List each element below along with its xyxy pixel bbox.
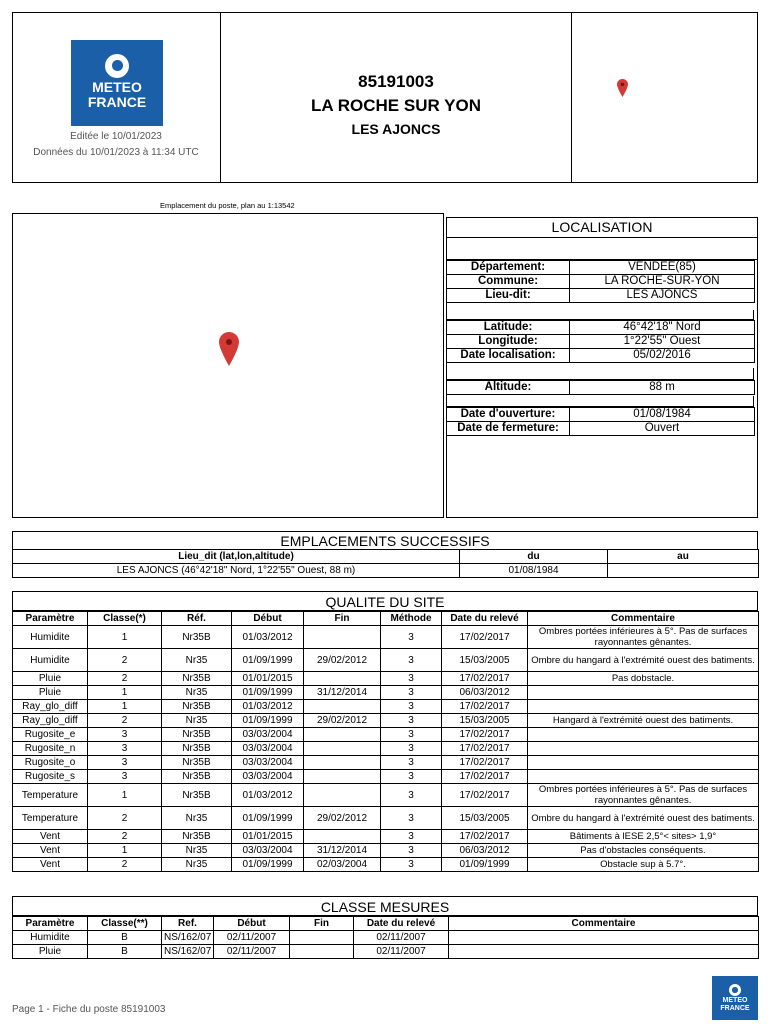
cell-ref: Nr35B (162, 672, 232, 686)
loc-key: Longitude: (447, 335, 570, 349)
cell-classe: 2 (88, 649, 162, 672)
cell-debut: 01/09/1999 (232, 858, 304, 872)
cell-ref: Nr35 (162, 686, 232, 700)
cell-date-releve: 17/02/2017 (442, 672, 528, 686)
loc-row (447, 261, 755, 275)
loc-value: Ouvert (570, 422, 755, 436)
cell-debut: 03/03/2004 (232, 756, 304, 770)
cell-classe: 3 (88, 770, 162, 784)
footer-logo-text-line2: FRANCE (720, 1005, 750, 1012)
cell-commentaire: Bâtiments à lESE 2,5°< sites> 1,9° (528, 830, 759, 844)
map-caption: Emplacement du poste, plan au 1:13542 (160, 201, 295, 210)
table-row (13, 728, 759, 742)
table-row (13, 649, 759, 672)
loc-key: Commune: (447, 275, 570, 289)
cell-parametre: Humidite (13, 626, 88, 649)
table-row (13, 626, 759, 649)
table-row (13, 807, 759, 830)
cell-debut: 01/03/2012 (232, 784, 304, 807)
table-row (13, 756, 759, 770)
col-header-debut: Début (232, 612, 304, 626)
cell-parametre: Rugosite_o (13, 756, 88, 770)
footer-logo-circle-icon (729, 984, 741, 996)
emplacements-table (12, 549, 759, 578)
cell-commentaire (449, 931, 759, 945)
table-row (13, 844, 759, 858)
cell-classe: 3 (88, 742, 162, 756)
station-name: LA ROCHE SUR YON (310, 96, 482, 115)
cell-debut: 02/11/2007 (214, 931, 290, 945)
cell-ref: Nr35B (162, 830, 232, 844)
cell-parametre: Vent (13, 858, 88, 872)
cell-debut: 01/09/1999 (232, 649, 304, 672)
col-header-lieu-dit: Lieu_dit (lat,lon,altitude) (13, 550, 460, 564)
edited-date: Editée le 10/01/2023 (70, 131, 162, 142)
cell-debut: 01/09/1999 (232, 686, 304, 700)
emplacements-header-row (13, 550, 759, 564)
cell-methode: 3 (381, 626, 442, 649)
cell-methode: 3 (381, 784, 442, 807)
station-site: LES AJONCS (351, 121, 441, 137)
footer-logo-text-line1: METEO (722, 997, 748, 1004)
cell-ref: NS/162/07 (162, 931, 214, 945)
cell-ref: Nr35 (162, 714, 232, 728)
cell-ref: Nr35 (162, 844, 232, 858)
header-divider-right (571, 12, 572, 183)
cell-fin: 31/12/2014 (304, 686, 381, 700)
cell-fin (290, 945, 354, 959)
col-header-date-releve: Date du relevé (354, 917, 449, 931)
cell-ref: Nr35B (162, 728, 232, 742)
qualite-header-row (13, 612, 759, 626)
cell-parametre: Vent (13, 830, 88, 844)
cell-debut: 01/01/2015 (232, 672, 304, 686)
col-header-au: au (608, 550, 759, 564)
cell-date-releve: 17/02/2017 (442, 830, 528, 844)
cell-classe: 1 (88, 844, 162, 858)
cell-commentaire (528, 742, 759, 756)
cell-fin (304, 700, 381, 714)
cell-classe: 1 (88, 686, 162, 700)
loc-row (447, 289, 755, 303)
cell-fin (290, 931, 354, 945)
cell-methode: 3 (381, 830, 442, 844)
cell-classe: 2 (88, 858, 162, 872)
cell-fin (304, 742, 381, 756)
cell-du: 01/08/1984 (460, 564, 608, 578)
cell-commentaire: Pas d'obstacles conséquents. (528, 844, 759, 858)
col-header-ref: Réf. (162, 612, 232, 626)
cell-methode: 3 (381, 756, 442, 770)
cell-debut: 01/01/2015 (232, 830, 304, 844)
cell-classe: 2 (88, 714, 162, 728)
cell-methode: 3 (381, 728, 442, 742)
cell-methode: 3 (381, 649, 442, 672)
cell-fin (304, 756, 381, 770)
loc-row (447, 335, 755, 349)
cell-ref: Nr35B (162, 770, 232, 784)
loc-key: Altitude: (447, 381, 570, 395)
loc-row (447, 422, 755, 436)
col-header-debut: Début (214, 917, 290, 931)
table-row (13, 858, 759, 872)
footer-meteo-france-logo (712, 976, 758, 1020)
localisation-spacer-1 (446, 310, 754, 320)
cell-debut: 03/03/2004 (232, 844, 304, 858)
cell-fin (304, 830, 381, 844)
loc-key: Date d'ouverture: (447, 408, 570, 422)
cell-commentaire (528, 770, 759, 784)
emplacements-title: EMPLACEMENTS SUCCESSIFS (280, 533, 490, 549)
cell-methode: 3 (381, 742, 442, 756)
cell-date-releve: 17/02/2017 (442, 784, 528, 807)
cell-date-releve: 15/03/2005 (442, 807, 528, 830)
cell-ref: Nr35B (162, 784, 232, 807)
cell-date-releve: 17/02/2017 (442, 756, 528, 770)
cell-fin: 02/03/2004 (304, 858, 381, 872)
cell-debut: 01/03/2012 (232, 700, 304, 714)
cell-debut: 01/09/1999 (232, 714, 304, 728)
cell-classe: 1 (88, 784, 162, 807)
col-header-date-releve: Date du relevé (442, 612, 528, 626)
localisation-table-coords (446, 320, 755, 363)
loc-value: 01/08/1984 (570, 408, 755, 422)
cell-fin: 29/02/2012 (304, 714, 381, 728)
col-header-du: du (460, 550, 608, 564)
cell-parametre: Humidite (13, 931, 88, 945)
localisation-table-altitude (446, 380, 755, 395)
cell-date-releve: 17/02/2017 (442, 742, 528, 756)
loc-row (447, 349, 755, 363)
data-date: Données du 10/01/2023 à 11:34 UTC (33, 147, 199, 158)
col-header-commentaire: Commentaire (528, 612, 759, 626)
cell-fin (304, 784, 381, 807)
loc-value: 46°42'18" Nord (570, 321, 755, 335)
col-header-parametre: Paramètre (13, 917, 88, 931)
cell-date-releve: 15/03/2005 (442, 649, 528, 672)
classe-title: CLASSE MESURES (320, 899, 450, 915)
cell-fin: 29/02/2012 (304, 649, 381, 672)
cell-parametre: Pluie (13, 686, 88, 700)
cell-classe: 2 (88, 672, 162, 686)
cell-parametre: Pluie (13, 672, 88, 686)
cell-debut: 01/09/1999 (232, 807, 304, 830)
col-header-methode: Méthode (381, 612, 442, 626)
loc-value: LA ROCHE-SUR-YON (570, 275, 755, 289)
map-pin-icon[interactable] (219, 332, 239, 366)
cell-commentaire (528, 756, 759, 770)
cell-parametre: Ray_glo_diff (13, 700, 88, 714)
cell-date-releve: 17/02/2017 (442, 770, 528, 784)
cell-classe: 1 (88, 626, 162, 649)
table-row (13, 931, 759, 945)
cell-ref: Nr35B (162, 756, 232, 770)
cell-classe: 2 (88, 830, 162, 844)
cell-parametre: Vent (13, 844, 88, 858)
loc-row (447, 381, 755, 395)
col-header-commentaire: Commentaire (449, 917, 759, 931)
cell-au (608, 564, 759, 578)
cell-commentaire: Ombres portées inférieures à 5°. Pas de surfaces rayonnantes gênantes. (528, 626, 759, 649)
localisation-title-rule (446, 237, 758, 238)
cell-fin: 31/12/2014 (304, 844, 381, 858)
cell-methode: 3 (381, 770, 442, 784)
col-header-ref: Ref. (162, 917, 214, 931)
cell-commentaire: Obstacle sup à 5.7°. (528, 858, 759, 872)
cell-classe: 1 (88, 700, 162, 714)
cell-parametre: Temperature (13, 784, 88, 807)
cell-methode: 3 (381, 858, 442, 872)
cell-date-releve: 01/09/1999 (442, 858, 528, 872)
table-row (13, 784, 759, 807)
cell-classe: 3 (88, 728, 162, 742)
cell-commentaire (528, 686, 759, 700)
table-row (13, 830, 759, 844)
loc-key: Date localisation: (447, 349, 570, 363)
cell-ref: NS/162/07 (162, 945, 214, 959)
station-id: 85191003 (358, 72, 434, 91)
table-row (13, 672, 759, 686)
table-row (13, 700, 759, 714)
cell-parametre: Rugosite_n (13, 742, 88, 756)
localisation-title: LOCALISATION (551, 219, 653, 235)
cell-classe: 3 (88, 756, 162, 770)
cell-classe: 2 (88, 807, 162, 830)
cell-date-releve: 17/02/2017 (442, 728, 528, 742)
cell-commentaire (528, 700, 759, 714)
cell-date-releve: 15/03/2005 (442, 714, 528, 728)
cell-lieu-dit: LES AJONCS (46°42'18" Nord, 1°22'55" Ouest, 88 m) (13, 564, 460, 578)
loc-value: 88 m (570, 381, 755, 395)
page-footer-text: Page 1 - Fiche du poste 85191003 (12, 1004, 166, 1015)
table-row (13, 945, 759, 959)
cell-parametre: Rugosite_e (13, 728, 88, 742)
cell-debut: 03/03/2004 (232, 742, 304, 756)
cell-methode: 3 (381, 700, 442, 714)
loc-value: VENDEE(85) (570, 261, 755, 275)
cell-date-releve: 17/02/2017 (442, 700, 528, 714)
loc-key: Lieu-dit: (447, 289, 570, 303)
col-header-classe: Classe(*) (88, 612, 162, 626)
cell-commentaire: Ombres portées inférieures à 5°. Pas de surfaces rayonnantes gênantes. (528, 784, 759, 807)
cell-debut: 01/03/2012 (232, 626, 304, 649)
cell-classe: B (88, 931, 162, 945)
loc-row (447, 408, 755, 422)
loc-value: LES AJONCS (570, 289, 755, 303)
classe-header-row (13, 917, 759, 931)
cell-commentaire: Ombre du hangard à l'extrémité ouest des batiments. (528, 807, 759, 830)
loc-key: Date de fermeture: (447, 422, 570, 436)
table-row (13, 714, 759, 728)
loc-row (447, 275, 755, 289)
cell-commentaire: Ombre du hangard à l'extrémité ouest des batiments. (528, 649, 759, 672)
loc-row (447, 321, 755, 335)
cell-debut: 03/03/2004 (232, 728, 304, 742)
small-map-pin-icon (617, 79, 628, 97)
cell-date-releve: 17/02/2017 (442, 626, 528, 649)
cell-parametre: Pluie (13, 945, 88, 959)
col-header-fin: Fin (304, 612, 381, 626)
loc-value: 1°22'55" Ouest (570, 335, 755, 349)
localisation-spacer-3 (446, 396, 754, 407)
loc-key: Département: (447, 261, 570, 275)
cell-classe: B (88, 945, 162, 959)
cell-commentaire (528, 728, 759, 742)
qualite-table (12, 611, 759, 872)
cell-methode: 3 (381, 844, 442, 858)
cell-fin (304, 728, 381, 742)
table-row (13, 770, 759, 784)
cell-parametre: Ray_glo_diff (13, 714, 88, 728)
logo-text-line2: FRANCE (87, 94, 147, 110)
col-header-classe: Classe(**) (88, 917, 162, 931)
cell-commentaire (449, 945, 759, 959)
cell-ref: Nr35 (162, 807, 232, 830)
localisation-spacer-2 (446, 368, 754, 380)
logo-circle-icon (105, 54, 129, 78)
cell-parametre: Humidite (13, 649, 88, 672)
col-header-fin: Fin (290, 917, 354, 931)
logo-text-line1: METEO (92, 79, 142, 95)
cell-ref: Nr35B (162, 700, 232, 714)
cell-parametre: Rugosite_s (13, 770, 88, 784)
localisation-table-dates (446, 407, 755, 436)
col-header-parametre: Paramètre (13, 612, 88, 626)
cell-date-releve: 06/03/2012 (442, 844, 528, 858)
cell-fin (304, 672, 381, 686)
cell-methode: 3 (381, 807, 442, 830)
meteo-france-logo (71, 40, 163, 126)
cell-date-releve: 02/11/2007 (354, 945, 449, 959)
cell-methode: 3 (381, 686, 442, 700)
cell-date-releve: 02/11/2007 (354, 931, 449, 945)
table-row (13, 742, 759, 756)
cell-ref: Nr35B (162, 626, 232, 649)
classe-table (12, 916, 759, 959)
table-row (13, 686, 759, 700)
localisation-table-admin (446, 260, 755, 303)
cell-fin (304, 626, 381, 649)
qualite-title: QUALITE DU SITE (325, 594, 445, 610)
cell-fin: 29/02/2012 (304, 807, 381, 830)
table-row (13, 564, 759, 578)
loc-key: Latitude: (447, 321, 570, 335)
cell-debut: 03/03/2004 (232, 770, 304, 784)
cell-ref: Nr35B (162, 742, 232, 756)
cell-parametre: Temperature (13, 807, 88, 830)
cell-debut: 02/11/2007 (214, 945, 290, 959)
cell-commentaire: Pas dobstacle. (528, 672, 759, 686)
cell-ref: Nr35 (162, 858, 232, 872)
cell-date-releve: 06/03/2012 (442, 686, 528, 700)
cell-ref: Nr35 (162, 649, 232, 672)
cell-methode: 3 (381, 714, 442, 728)
cell-methode: 3 (381, 672, 442, 686)
cell-commentaire: Hangard à l'extrémité ouest des batiments. (528, 714, 759, 728)
cell-fin (304, 770, 381, 784)
loc-value: 05/02/2016 (570, 349, 755, 363)
